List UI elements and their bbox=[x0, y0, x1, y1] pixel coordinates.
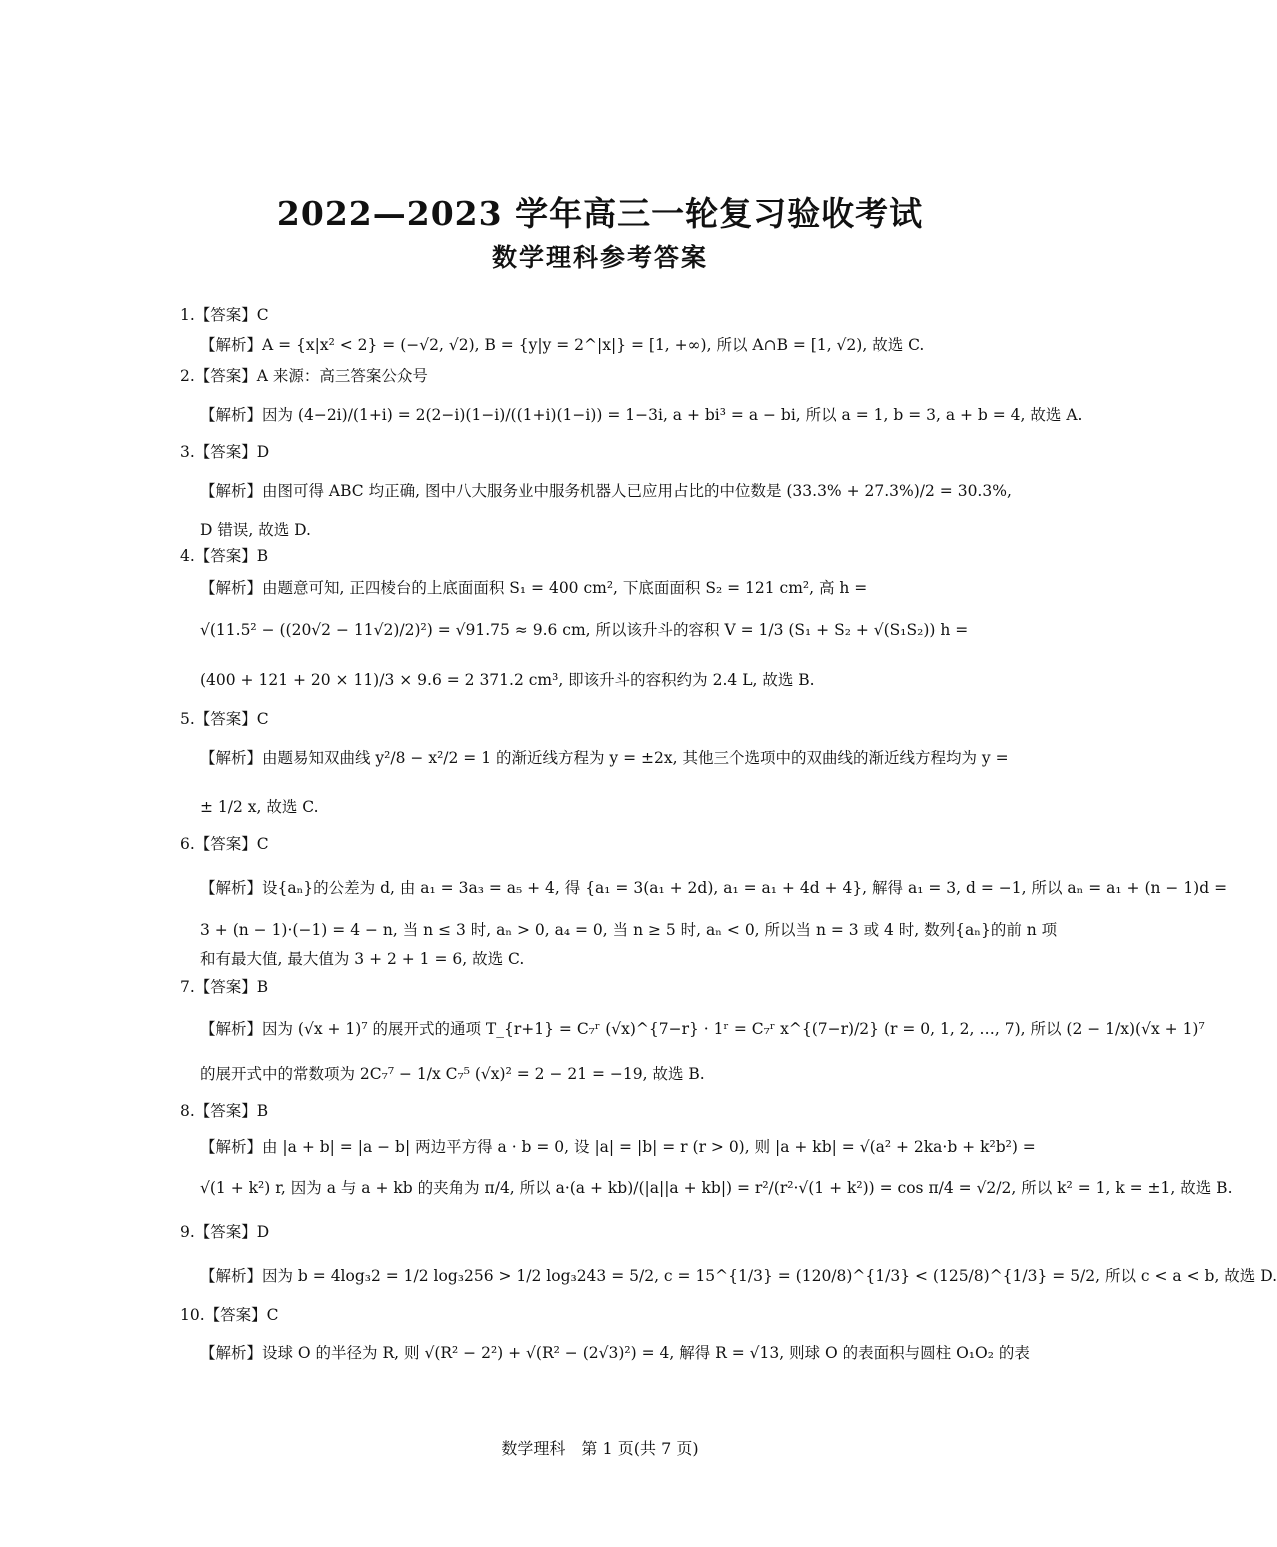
solution-line: 【解析】设{aₙ}的公差为 d, 由 a₁ = 3a₃ = a₅ + 4, 得 {a₁ = 3(a₁ + 2d), a₁ = a₁ + 4d + 4}, 解得 a₁ = 3, d = −1, 所以 aₙ = a₁ + (n − 1)d = bbox=[200, 879, 1228, 897]
answer-line: 10.【答案】C bbox=[180, 1306, 279, 1324]
answer-line: 7.【答案】B bbox=[180, 978, 269, 996]
solution-line: 【解析】设球 O 的半径为 R, 则 √(R² − 2²) + √(R² − (2√3)²) = 4, 解得 R = √13, 则球 O 的表面积与圆柱 O₁O₂ 的表 bbox=[200, 1344, 1030, 1362]
solution-line: √(1 + k²) r, 因为 a 与 a + kb 的夹角为 π/4, 所以 a·(a + kb)/(|a||a + kb|) = r²/(r²·√(1 + k²)) = cos π/4 = √2/2, 所以 k² = 1, k = ±1, 故选 B. bbox=[200, 1179, 1233, 1197]
solution-line: 【解析】因为 (√x + 1)⁷ 的展开式的通项 T_{r+1} = C₇ʳ (√x)^{7−r} · 1ʳ = C₇ʳ x^{(7−r)/2} (r = 0, 1, 2, …, 7), 所以 (2 − 1/x)(√x + 1)⁷ bbox=[200, 1020, 1205, 1038]
solution-line: 【解析】因为 b = 4log₃2 = 1/2 log₃256 > 1/2 log₃243 = 5/2, c = 15^{1/3} = (120/8)^{1/3} < (125/8)^{1/3} = 5/2, 所以 c < a < b, 故选 D. bbox=[200, 1267, 1277, 1285]
answer-line: 4.【答案】B bbox=[180, 547, 269, 565]
answer-line: 6.【答案】C bbox=[180, 835, 269, 853]
solution-line: 【解析】由题易知双曲线 y²/8 − x²/2 = 1 的渐近线方程为 y = ±2x, 其他三个选项中的双曲线的渐近线方程均为 y = bbox=[200, 749, 1009, 767]
solution-line: √(11.5² − ((20√2 − 11√2)/2)²) = √91.75 ≈ 9.6 cm, 所以该升斗的容积 V = 1/3 (S₁ + S₂ + √(S₁S₂)) h = bbox=[200, 621, 969, 639]
solution-line: 【解析】由图可得 ABC 均正确, 图中八大服务业中服务机器人已应用占比的中位数是 (33.3% + 27.3%)/2 = 30.3%, bbox=[200, 482, 1012, 500]
solution-line: (400 + 121 + 20 × 11)/3 × 9.6 = 2 371.2 cm³, 即该升斗的容积约为 2.4 L, 故选 B. bbox=[200, 671, 815, 689]
answer-line: 2.【答案】A 来源：高三答案公众号 bbox=[180, 367, 428, 385]
solution-line: D 错误, 故选 D. bbox=[200, 521, 311, 539]
solution-line: 3 + (n − 1)·(−1) = 4 − n, 当 n ≤ 3 时, aₙ > 0, a₄ = 0, 当 n ≥ 5 时, aₙ < 0, 所以当 n = 3 或 4 时, 数列{aₙ}的前 n 项 bbox=[200, 921, 1058, 939]
page-title: 2022—2023 学年高三一轮复习验收考试 bbox=[276, 194, 924, 233]
page-subtitle: 数学理科参考答案 bbox=[491, 243, 708, 272]
solution-line: 的展开式中的常数项为 2C₇⁷ − 1/x C₇⁵ (√x)² = 2 − 21 = −19, 故选 B. bbox=[200, 1065, 705, 1083]
answer-line: 5.【答案】C bbox=[180, 710, 269, 728]
answer-line: 8.【答案】B bbox=[180, 1102, 269, 1120]
solution-line: 和有最大值, 最大值为 3 + 2 + 1 = 6, 故选 C. bbox=[200, 950, 525, 968]
solution-line: ± 1/2 x, 故选 C. bbox=[200, 798, 319, 816]
solution-line: 【解析】A = {x|x² < 2} = (−√2, √2), B = {y|y = 2^|x|} = [1, +∞), 所以 A∩B = [1, √2), 故选 C. bbox=[200, 336, 925, 354]
solution-line: 【解析】由题意可知, 正四棱台的上底面面积 S₁ = 400 cm², 下底面面积 S₂ = 121 cm², 高 h = bbox=[200, 579, 868, 597]
answer-line: 3.【答案】D bbox=[180, 443, 270, 461]
answer-line: 1.【答案】C bbox=[180, 306, 269, 324]
page-footer: 数学理科 第 1 页(共 7 页) bbox=[501, 1439, 699, 1458]
solution-line: 【解析】由 |a + b| = |a − b| 两边平方得 a · b = 0, 设 |a| = |b| = r (r > 0), 则 |a + kb| = √(a² + 2ka·b + k²b²) = bbox=[200, 1138, 1036, 1156]
solution-line: 【解析】因为 (4−2i)/(1+i) = 2(2−i)(1−i)/((1+i)(1−i)) = 1−3i, a + bi³ = a − bi, 所以 a = 1, b = 3, a + b = 4, 故选 A. bbox=[200, 406, 1083, 424]
answer-line: 9.【答案】D bbox=[180, 1223, 270, 1241]
